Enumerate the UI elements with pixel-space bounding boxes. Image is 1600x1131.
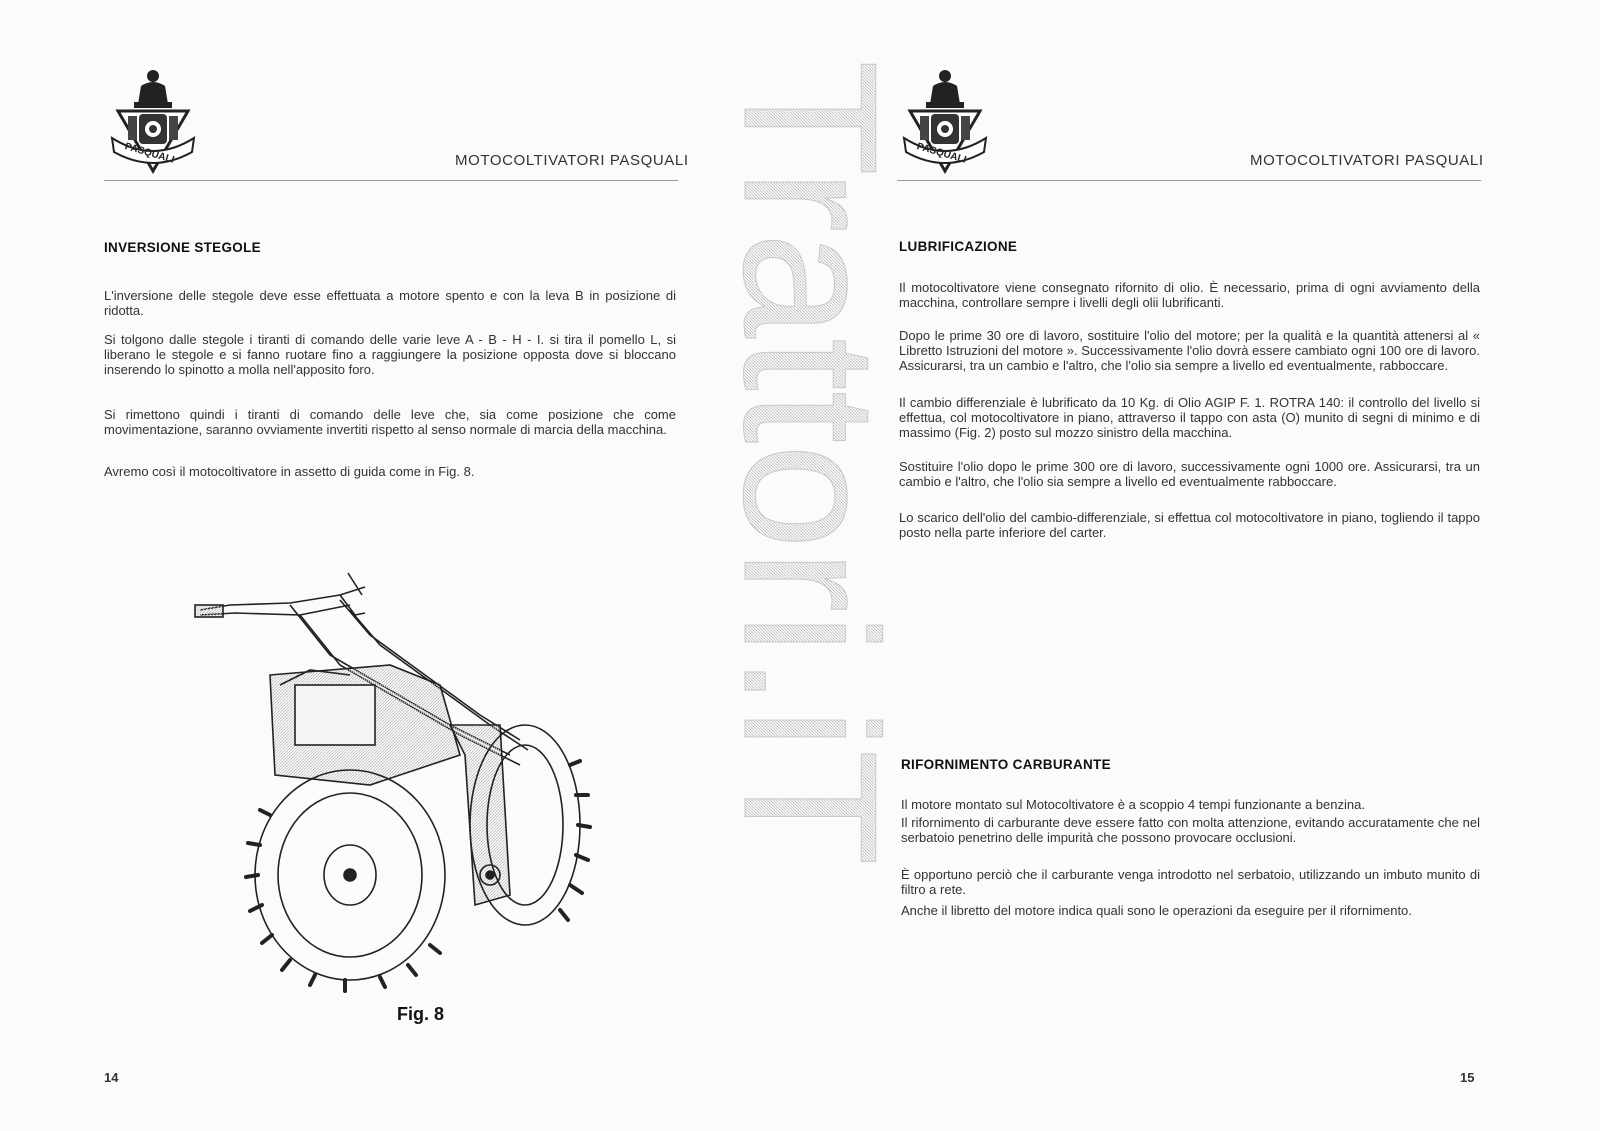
paragraph: Lo scarico dell'olio del cambio-differenziale, si effettua col motocoltivatore in piano, togliendo il tappo posto nella parte inferiore del carter. [899,510,1480,540]
right-page [800,0,1600,1131]
page-number: 15 [1460,1070,1475,1085]
walking-tractor-illustration [190,575,600,995]
paragraph: Dopo le prime 30 ore di lavoro, sostituire l'olio del motore; per la qualità e la quantità attenersi al « Libretto Istruzioni del motore ». Successivamente l'olio dovrà essere cambiato ogni 100 ore di lavoro. Assicurarsi, tra un cambio e l'altro, che l'olio sia sempre a livello ed eventualmente, rabboccare. [899,328,1480,373]
paragraph: Si rimettono quindi i tiranti di comando delle leve che, sia come posizione che come movimentazione, saranno ovviamente invertiti rispetto al senso normale di marcia della macchina. [104,407,676,437]
figure-caption: Fig. 8 [397,1004,445,1024]
section-title-lubrificazione: LUBRIFICAZIONE [899,239,1018,254]
paragraph: Sostituire l'olio dopo le prime 300 ore di lavoro, successivamente ogni 1000 ore. Assicurarsi, tra un cambio e l'altro, che l'olio sia sempre a livello ed eventualmente rabboccare. [899,459,1480,489]
header-title: MOTOCOLTIVATORI PASQUALI [455,152,689,169]
paragraph: È opportuno perciò che il carburante venga introdotto nel serbatoio, utilizzando un imbuto munito di filtro a rete. [901,867,1480,897]
section-title: INVERSIONE STEGOLE [104,240,261,255]
logo-text: PASQUALI [123,141,176,166]
paragraph: Anche il libretto del motore indica quali sono le operazioni da eseguire per il rifornimento. [901,903,1412,918]
paragraph: Il motocoltivatore viene consegnato rifornito di olio. È necessario, prima di ogni avviamento della macchina, controllare sempre i livelli degli olii lubrificanti. [899,280,1480,310]
paragraph: Il cambio differenziale è lubrificato da 10 Kg. di Olio AGIP F. 1. ROTRA 140: il controllo del livello si effettua, col motocoltivatore in piano, attraverso il tappo con asta (O) munito di segni di minimo e di massimo (Fig. 2) posto sul mozzo sinistro della macchina. [899,395,1480,440]
paragraph: Il motore montato sul Motocoltivatore è a scoppio 4 tempi funzionante a benzina. [901,797,1365,812]
pasquali-logo-icon [108,66,198,176]
logo-text: PASQUALI [915,141,968,166]
paragraph: Il rifornimento di carburante deve essere fatto con molta attenzione, evitando accuratamente che nel serbatoio penetrino delle impurità che possono provocare occlusioni. [901,815,1480,845]
pasquali-logo-icon [900,66,990,176]
header-divider [897,180,1481,181]
paragraph: L'inversione delle stegole deve esse effettuata a motore spento e con la leva B in posizione di ridotta. [104,288,676,318]
paragraph: Si tolgono dalle stegole i tiranti di comando delle varie leve A - B - H - I. si tira il pomello L, si liberano le stegole e si fanno ruotare fino a raggiungere la posizione opposta dove si bloccano inserendo lo spinotto a molla nell'apposito foro. [104,332,676,377]
header-title: MOTOCOLTIVATORI PASQUALI [1250,152,1484,169]
page-number: 14 [104,1070,119,1085]
header-divider [104,180,678,181]
watermark-text: Trattori.iT [704,60,916,866]
paragraph: Avremo così il motocoltivatore in assetto di guida come in Fig. 8. [104,464,475,479]
section-title-rifornimento: RIFORNIMENTO CARBURANTE [901,757,1111,772]
